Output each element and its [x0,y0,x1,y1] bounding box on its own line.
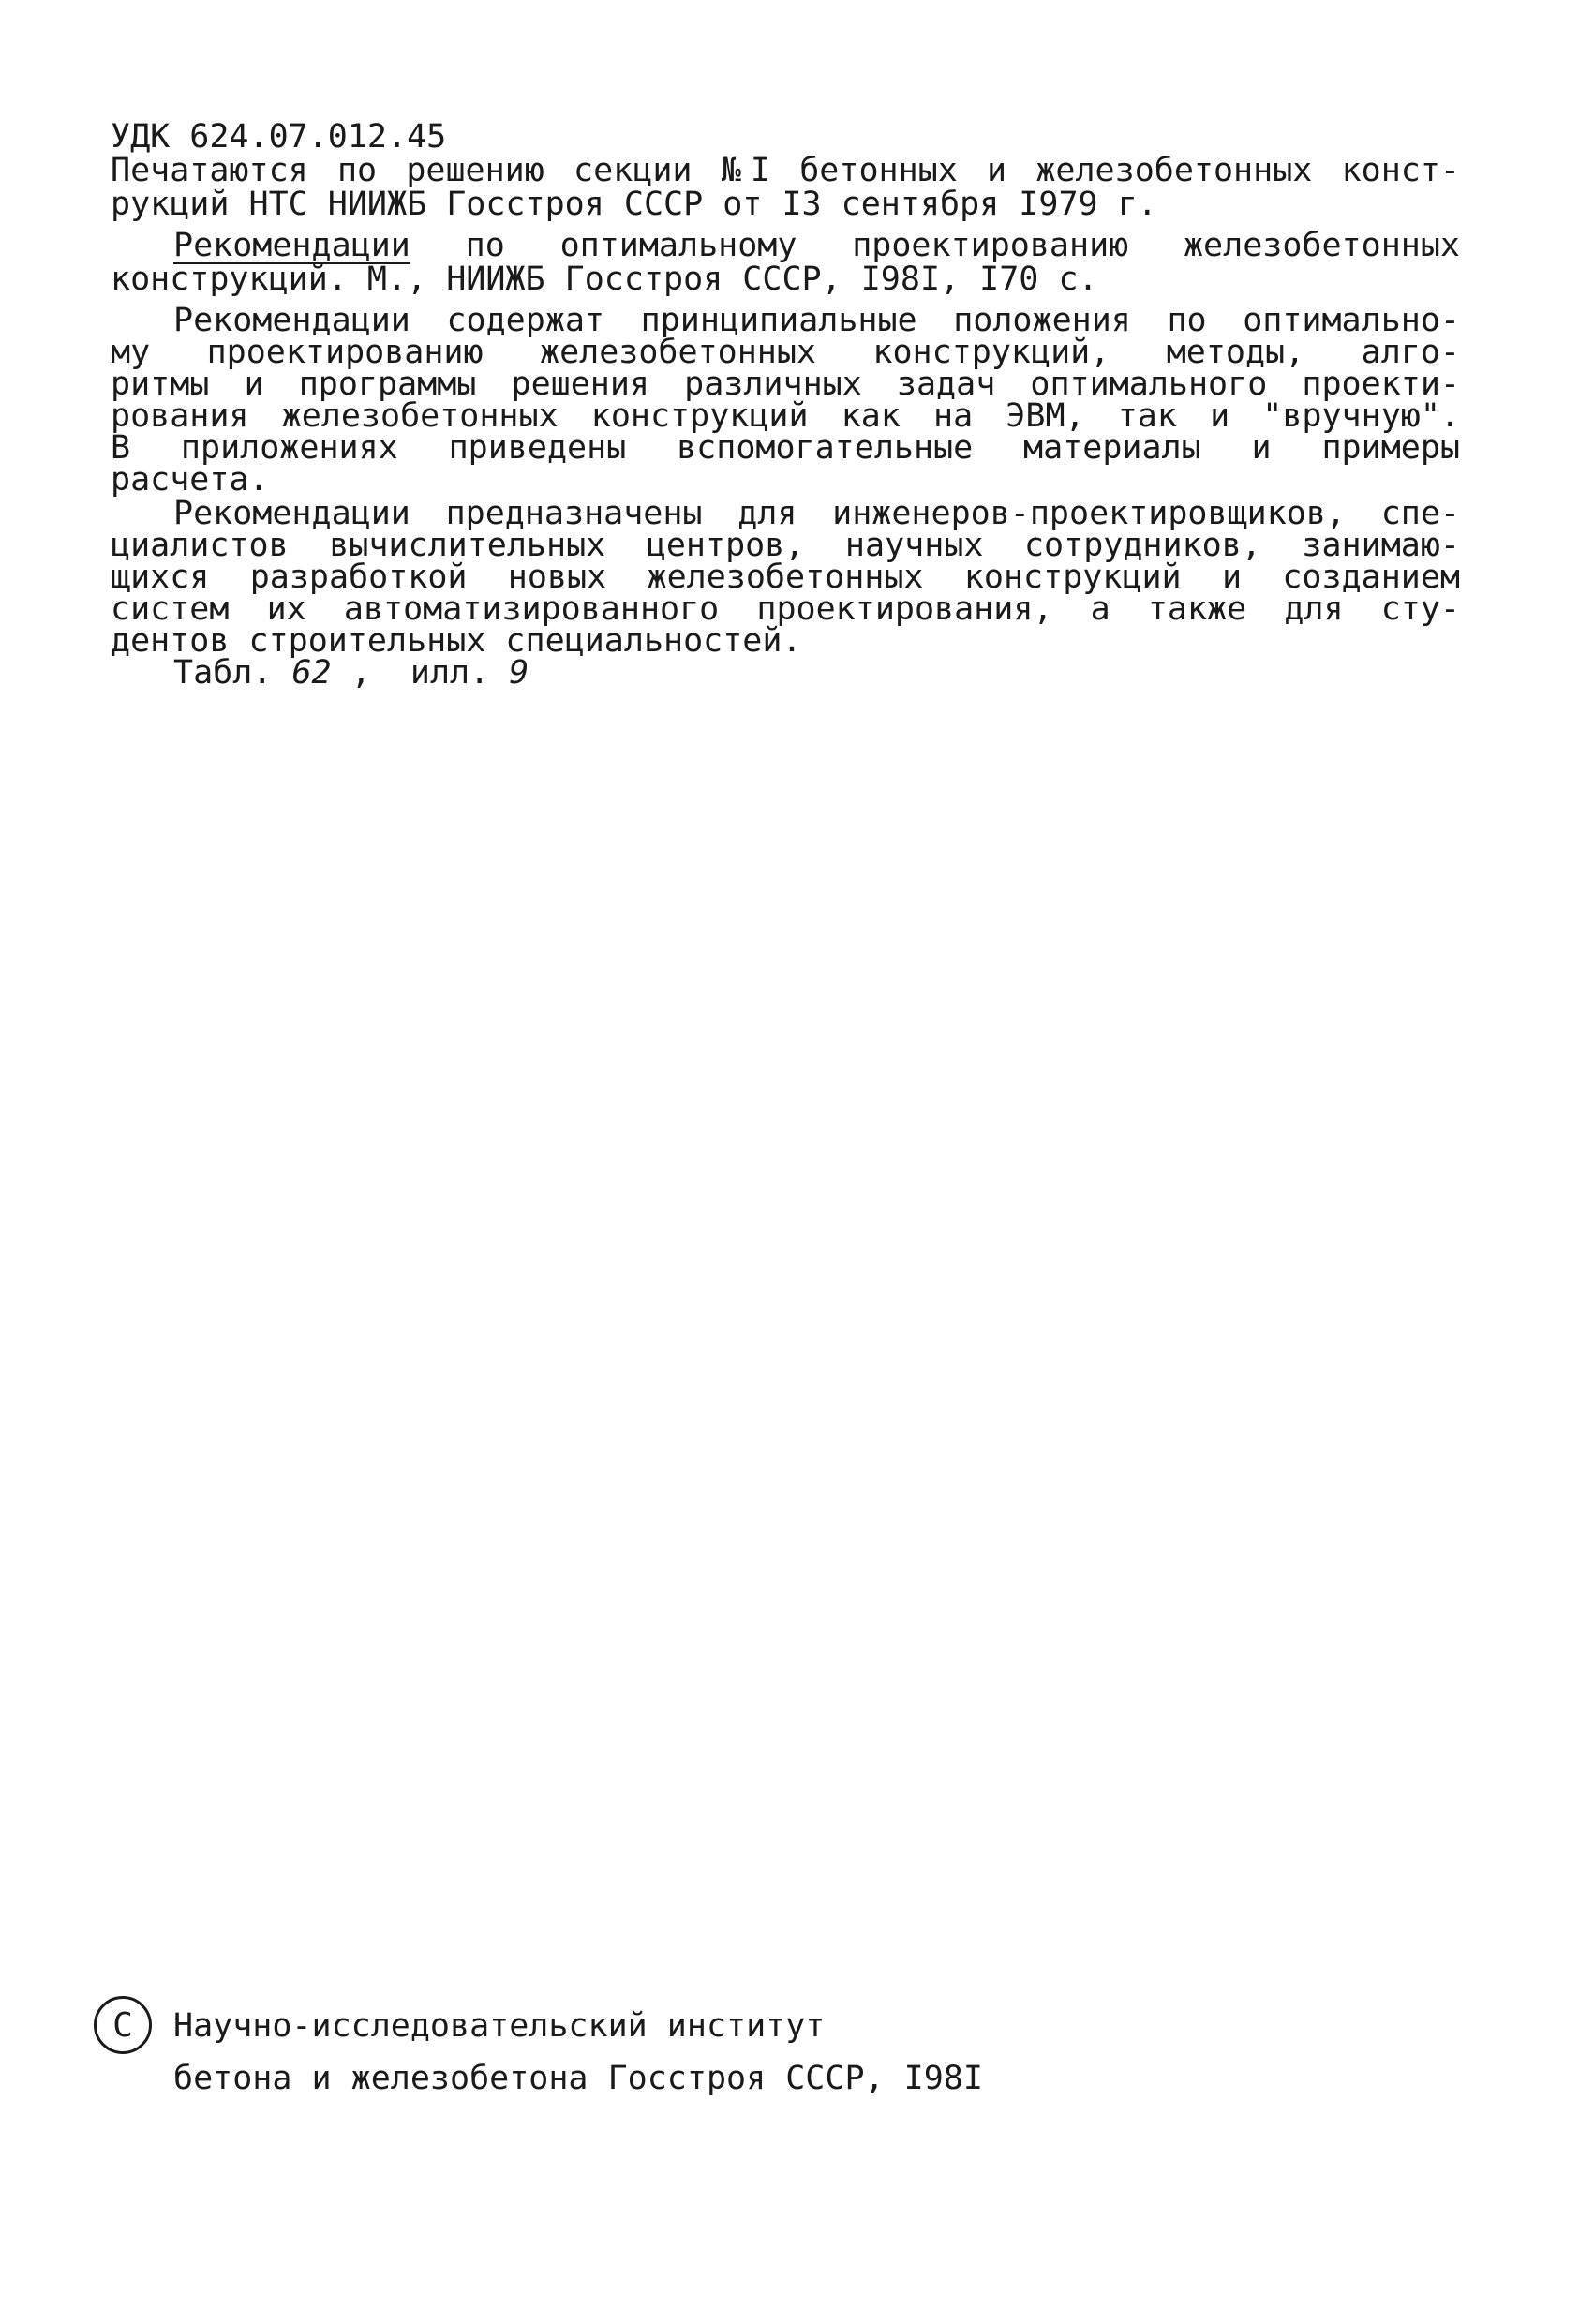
copyright-symbol: C [112,2005,133,2045]
citation-line-1-rest: по оптимальному проектированию железобетонных [410,227,1460,264]
citation-title-word: Рекомендации [173,227,410,264]
tables-count: 62 [291,654,332,692]
stats-line [173,652,529,693]
citation-line-2: конструкций. М., НИИЖБ Госстроя СССР, I98I, I70 с. [111,261,1098,298]
abstract-p2-line-2: циалистов вычислительных центров, научных сотрудников, занимаю- [111,527,1460,564]
abstract-p1-line-2: му проектированию железобетонных конструкций, методы, алго- [111,334,1460,371]
abstract-p2-line-4: систем их автоматизированного проектирования, а также для сту- [111,590,1460,628]
copyright-line-1: Научно-исследовательский институт [173,2007,826,2045]
abstract-p1-line-3: ритмы и программы решения различных задач оптимального проекти- [111,365,1460,403]
abstract-p1-line-1: Рекомендации содержат принципиальные положения по оптимально- [173,302,1460,339]
illustrations-count: 9 [509,654,529,692]
abstract-p2-line-1: Рекомендации предназначены для инженеров-проектировщиков, спе- [173,495,1460,532]
abstract-p2-line-5: дентов строительных специальностей. [111,622,802,660]
abstract-p2-line-3: щихся разработкой новых железобетонных конструкций и созданием [111,559,1460,596]
abstract-p1-line-5: В приложениях приведены вспомогательные материалы и примеры [111,429,1460,467]
imprint-line-2: рукций НТС НИИЖБ Госстроя СССР от I3 сентября I979 г. [111,186,1157,223]
copyright-icon [94,1996,152,2054]
stats-separator: , [350,654,371,692]
udk-code: УДК 624.07.012.45 [111,118,447,156]
illustrations-label: илл. [410,654,490,692]
abstract-p1-line-6: расчета. [111,461,269,499]
abstract-p1-line-4: рования железобетонных конструкций как на ЭВМ, так и "вручную". [111,397,1460,435]
imprint-line-1: Печатаются по решению секции №I бетонных и железобетонных конст- [111,152,1460,189]
tables-label: Табл. [173,654,273,692]
copyright-line-2: бетона и железобетона Госстроя СССР, I98I [173,2060,983,2097]
